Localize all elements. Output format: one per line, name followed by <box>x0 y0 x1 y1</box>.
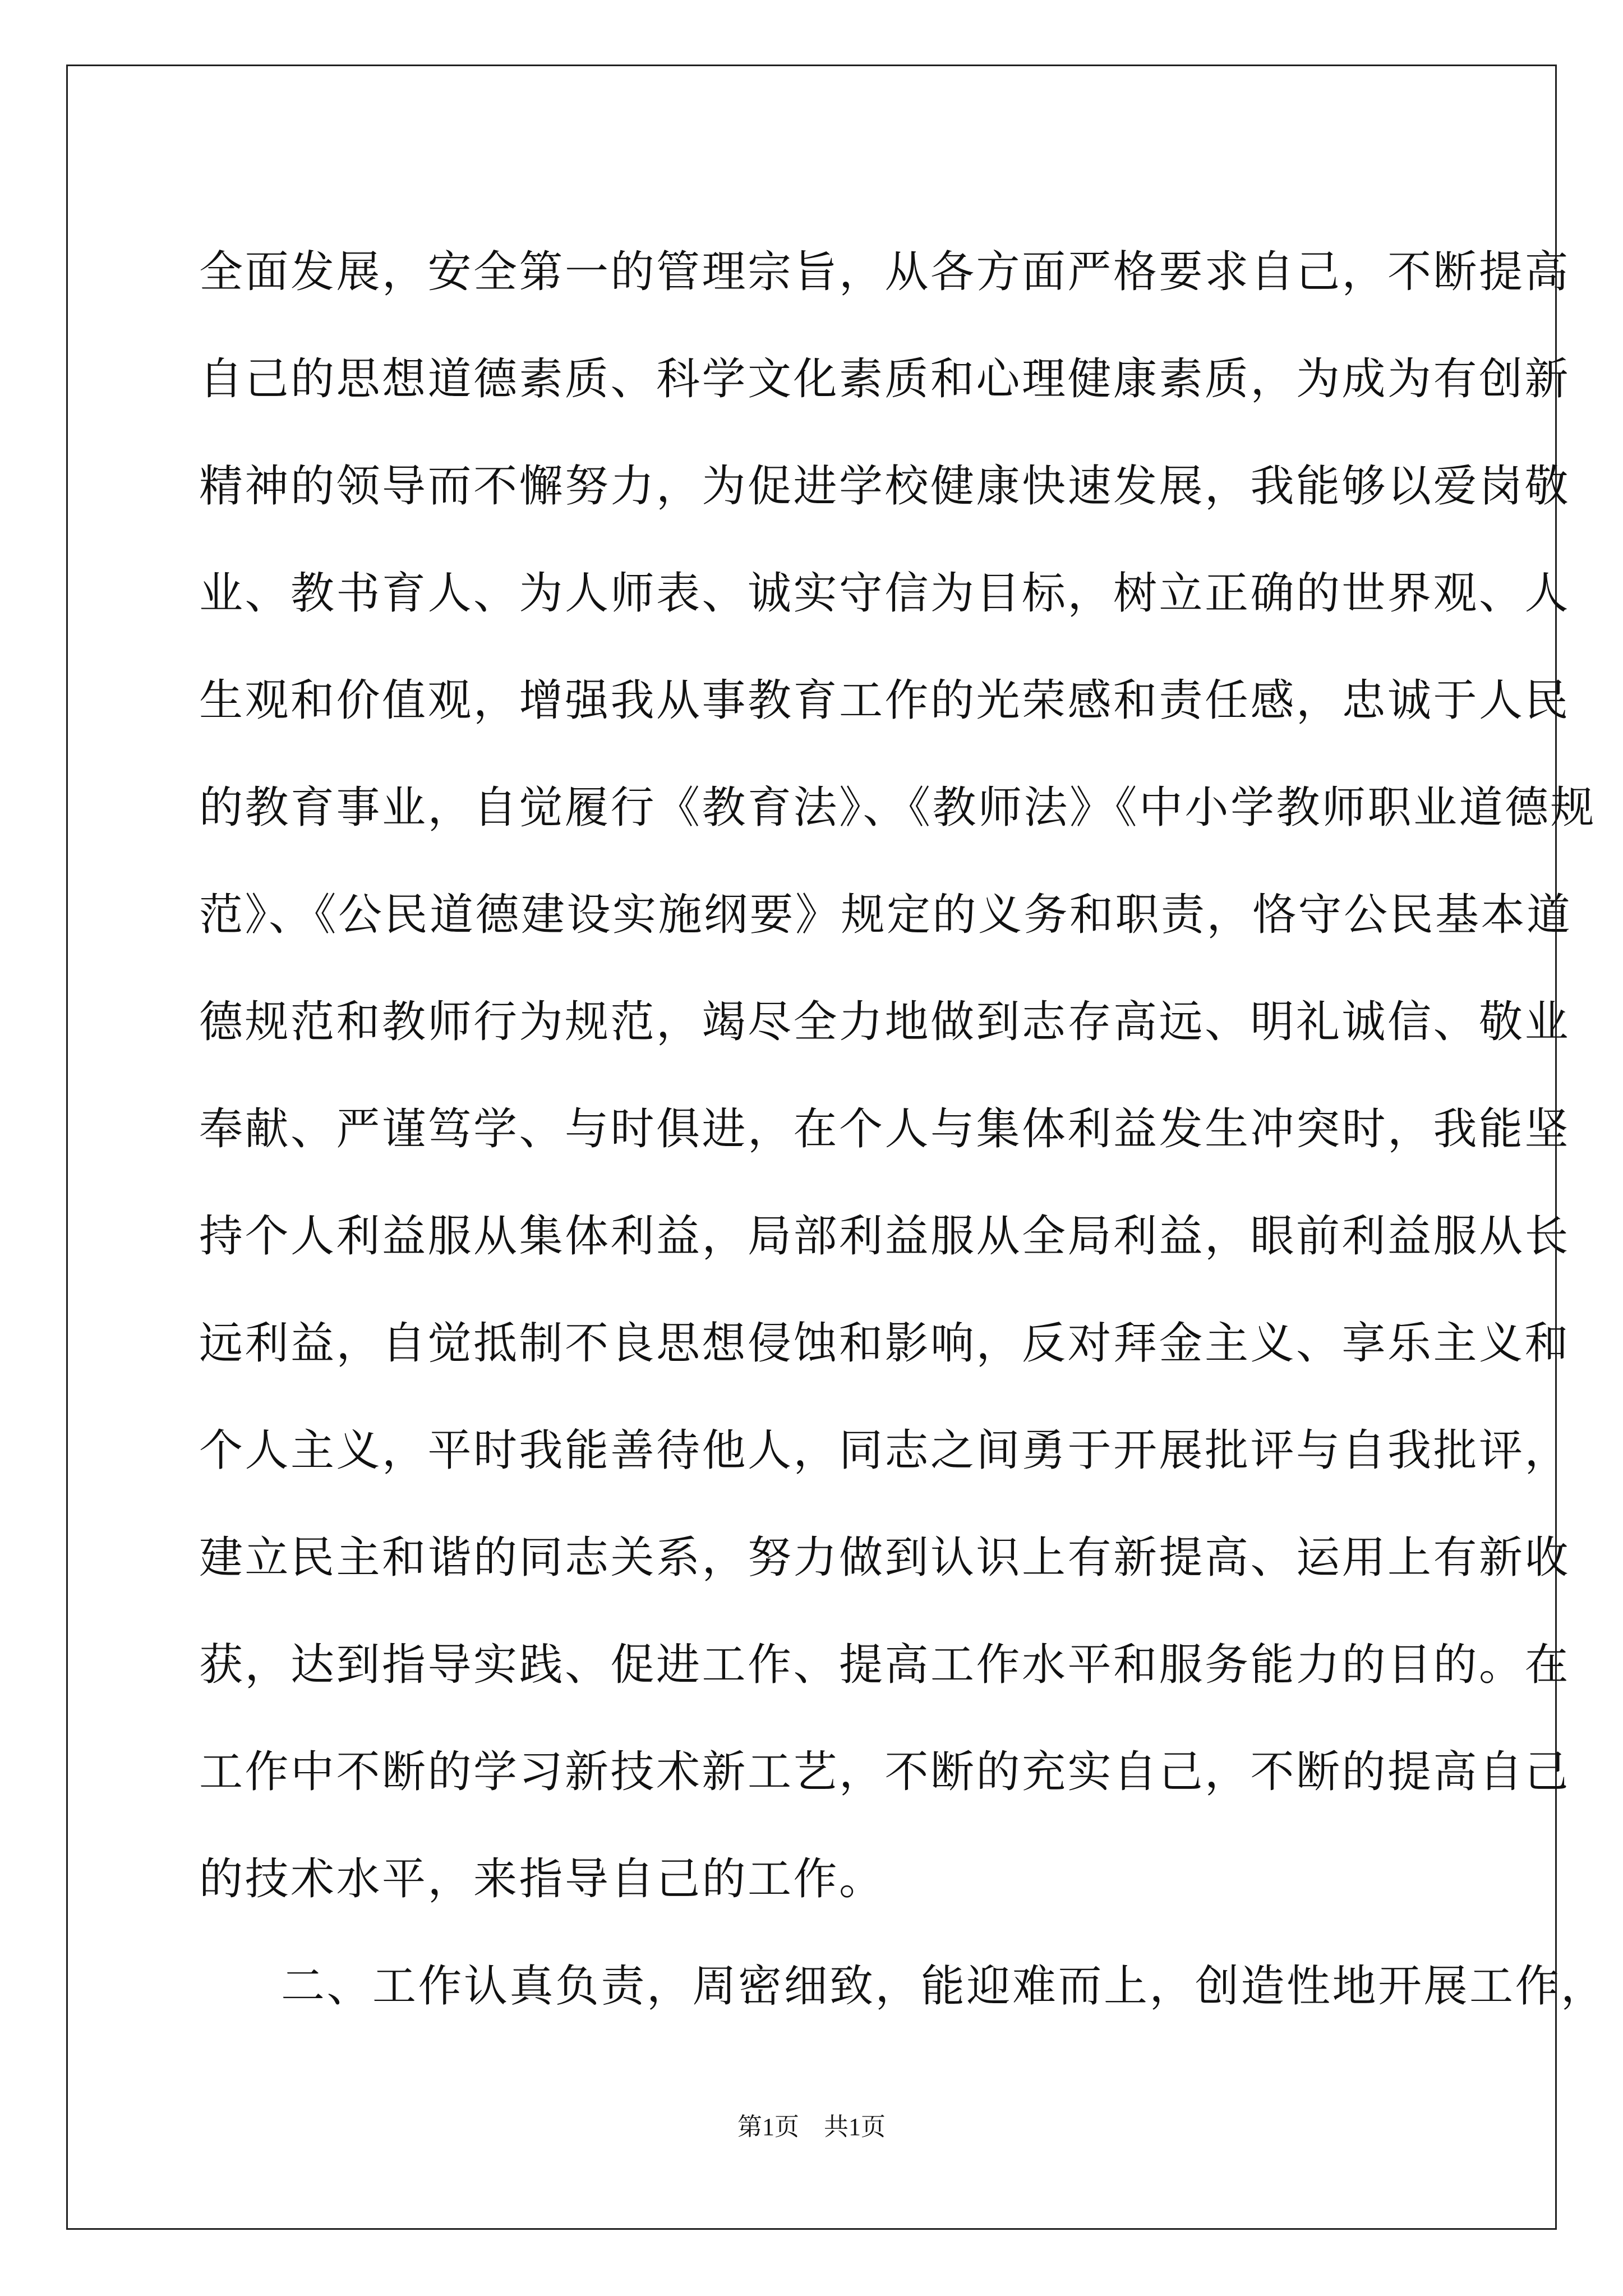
text-line: 业、教书育人、为人师表、诚实守信为目标，树立正确的世界观、人 <box>199 568 1571 619</box>
paragraph-start-line: 二、工作认真负责，周密细致，能迎难而上，创造性地开展工作， <box>281 1961 1607 2012</box>
text-line: 生观和价值观，增强我从事教育工作的光荣感和责任感，忠诚于人民 <box>199 675 1571 726</box>
text-line: 的技术水平，来指导自己的工作。 <box>199 1854 885 1904</box>
text-line: 远利益，自觉抵制不良思想侵蚀和影响，反对拜金主义、享乐主义和 <box>199 1318 1571 1369</box>
page-footer: 第1页 共1页 <box>737 2113 886 2141</box>
text-line: 持个人利益服从集体利益，局部利益服从全局利益，眼前利益服从长 <box>199 1211 1571 1262</box>
document-body <box>199 219 1607 2040</box>
text-line: 范》、《公民道德建设实施纲要》规定的义务和职责，恪守公民基本道 <box>199 890 1573 940</box>
text-line: 全面发展，安全第一的管理宗旨，从各方面严格要求自己，不断提高 <box>199 247 1571 297</box>
text-line: 德规范和教师行为规范，竭尽全力地做到志存高远、明礼诚信、敬业 <box>199 997 1571 1047</box>
text-line: 个人主义，平时我能善待他人，同志之间勇于开展批评与自我批评， <box>199 1425 1571 1476</box>
text-line: 获，达到指导实践、促进工作、提高工作水平和服务能力的目的。在 <box>199 1640 1571 1690</box>
text-line: 自己的思想道德素质、科学文化素质和心理健康素质，为成为有创新 <box>199 354 1571 404</box>
text-line: 奉献、严谨笃学、与时俱进，在个人与集体利益发生冲突时，我能坚 <box>199 1104 1571 1154</box>
text-line: 工作中不断的学习新技术新工艺，不断的充实自己，不断的提高自己 <box>199 1747 1571 1797</box>
text-line: 精神的领导而不懈努力，为促进学校健康快速发展，我能够以爱岗敬 <box>199 461 1571 512</box>
text-line: 建立民主和谐的同志关系，努力做到认识上有新提高、运用上有新收 <box>199 1533 1571 1583</box>
text-line: 的教育事业，自觉履行《教育法》、《教师法》《中小学教师职业道德规 <box>199 783 1597 833</box>
